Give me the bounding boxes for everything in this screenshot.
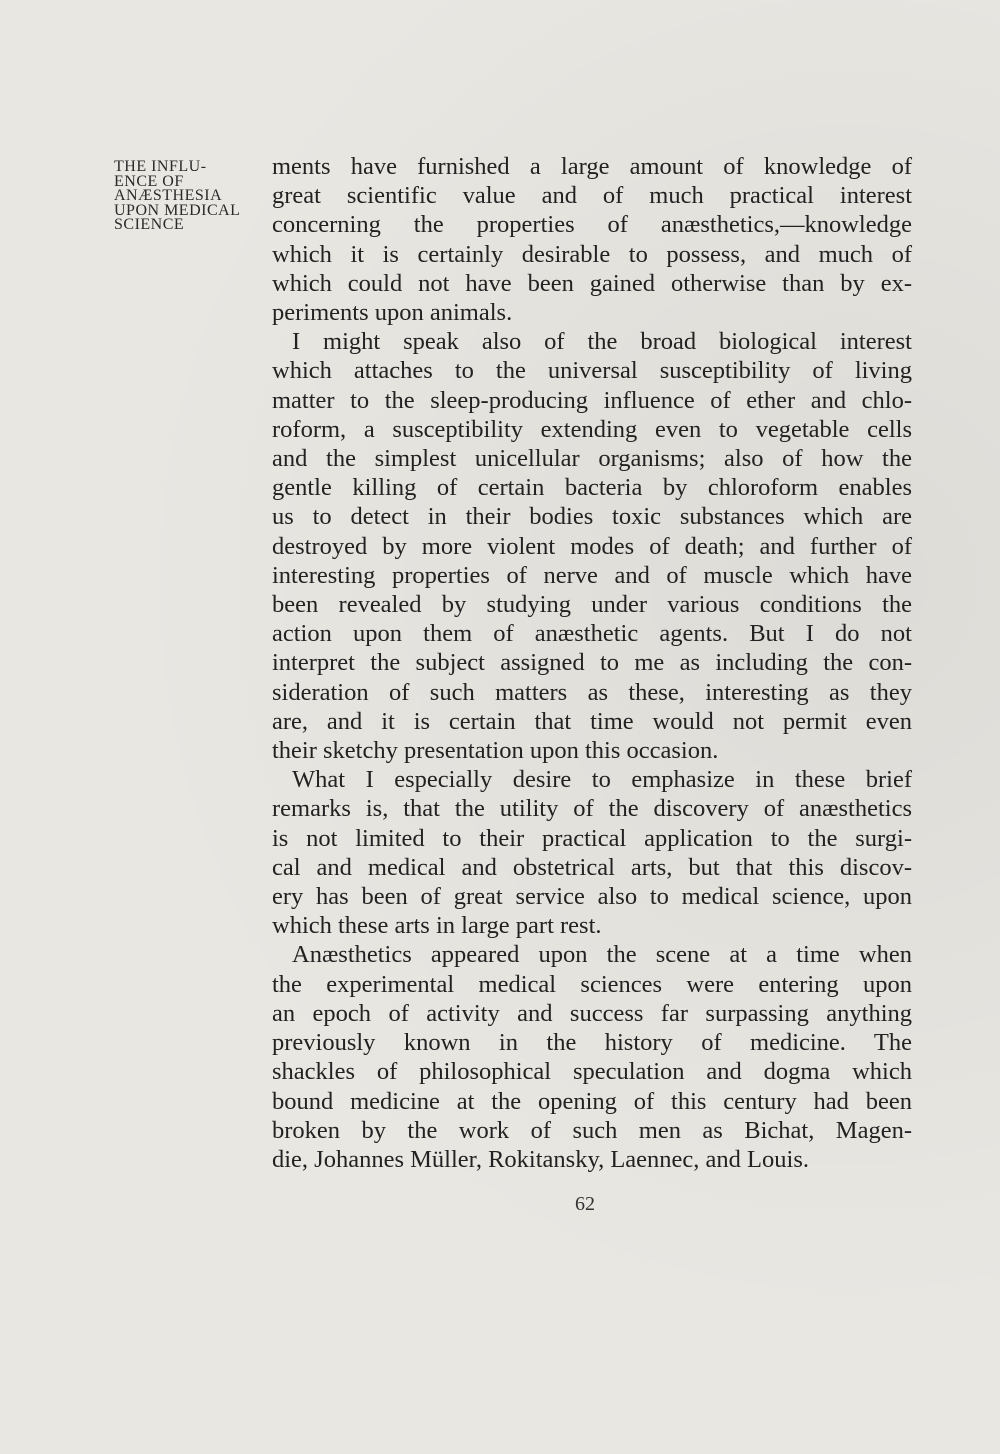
margin-heading-line: ENCE OF	[114, 172, 184, 190]
text-line: interpret the subject assigned to me as including the con-	[272, 649, 912, 677]
page-number: 62	[575, 1193, 595, 1215]
text-line: Anæsthetics appeared upon the scene at a time when	[292, 941, 912, 969]
text-line: previously known in the history of medicine. The	[272, 1029, 912, 1057]
text-line: ments have furnished a large amount of knowledge of	[272, 153, 912, 180]
text-line: are, and it is certain that time would not permit even	[272, 707, 912, 735]
text-line: been revealed by studying under various conditions the	[272, 591, 912, 619]
text-line: destroyed by more violent modes of death; and further of	[272, 532, 912, 560]
text-line: which these arts in large part rest.	[272, 912, 602, 940]
text-line: ery has been of great service also to medical science, upon	[272, 883, 912, 911]
text-line: sideration of such matters as these, interesting as they	[272, 678, 912, 706]
text-line: shackles of philosophical speculation and dogma which	[272, 1058, 912, 1086]
paragraph	[272, 152, 912, 327]
margin-heading-line: THE INFLU-	[114, 158, 207, 175]
text-line: matter to the sleep-producing influence of ether and chlo-	[272, 386, 912, 414]
paragraph	[272, 327, 912, 765]
text-line: which it is certainly desirable to possess, and much of	[272, 240, 912, 268]
paragraph	[272, 940, 912, 1174]
text-line: broken by the work of such men as Bichat, Magen-	[272, 1116, 912, 1144]
text-line: an epoch of activity and success far surpassing anything	[272, 999, 912, 1027]
text-line: great scientific value and of much practical interest	[272, 182, 912, 210]
text-line: die, Johannes Müller, Rokitansky, Laennec, and Louis.	[272, 1145, 809, 1173]
text-line: What I especially desire to emphasize in these brief	[292, 766, 912, 794]
margin-heading-line: UPON MEDICAL	[114, 201, 241, 219]
body-text	[272, 152, 912, 1174]
text-line: concerning the properties of anæsthetics,—knowledge	[272, 211, 912, 239]
paragraph	[272, 765, 912, 940]
text-line: their sketchy presentation upon this occasion.	[272, 737, 719, 765]
text-line: roform, a susceptibility extending even to vegetable cells	[272, 415, 912, 443]
text-line: bound medicine at the opening of this century had been	[272, 1087, 912, 1115]
text-line: remarks is, that the utility of the discovery of anæsthetics	[272, 795, 912, 823]
text-line: and the simplest unicellular organisms; also of how the	[272, 445, 912, 473]
margin-heading-line: ANÆSTHESIA	[114, 187, 223, 204]
text-line: is not limited to their practical application to the surgi-	[272, 824, 912, 852]
text-line: gentle killing of certain bacteria by chloroform enables	[272, 474, 912, 502]
text-line: which could not have been gained otherwise than by ex-	[272, 269, 912, 297]
text-line: the experimental medical sciences were entering upon	[272, 970, 912, 998]
text-line: which attaches to the universal susceptibility of living	[272, 357, 912, 385]
text-line: us to detect in their bodies toxic substances which are	[272, 503, 912, 531]
margin-heading-line: SCIENCE	[114, 216, 185, 233]
margin-heading	[114, 160, 284, 233]
text-line: I might speak also of the broad biological interest	[292, 328, 912, 356]
text-line: action upon them of anæsthetic agents. But I do not	[272, 620, 912, 648]
text-line: interesting properties of nerve and of muscle which have	[272, 561, 912, 589]
text-line: periments upon animals.	[272, 299, 513, 327]
text-line: cal and medical and obstetrical arts, but that this discov-	[272, 853, 912, 881]
